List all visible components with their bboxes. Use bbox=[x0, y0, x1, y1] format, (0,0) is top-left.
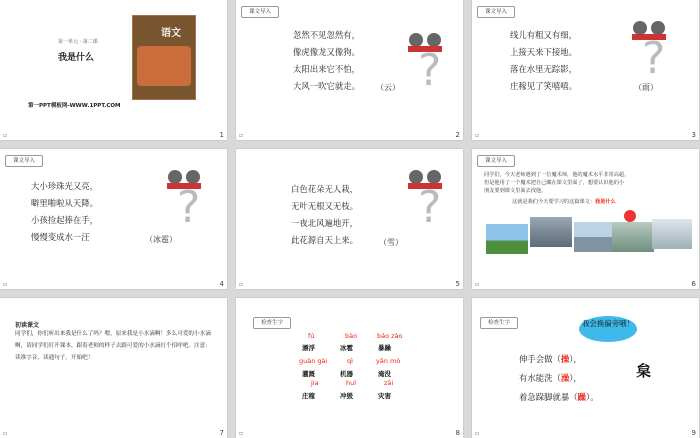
vocab-word: 暴躁 bbox=[378, 344, 391, 352]
section-tag: 课文导入 bbox=[477, 6, 515, 18]
slide-icon: ▫ bbox=[3, 281, 8, 288]
intro-paragraph bbox=[484, 171, 694, 195]
pinyin: qì bbox=[347, 357, 353, 365]
vocab-word: 庄稼 bbox=[302, 392, 315, 400]
slide-3[interactable] bbox=[472, 0, 699, 140]
poem-line: 线儿有粗又有细， bbox=[510, 30, 577, 40]
section-tag: 课文导入 bbox=[477, 155, 515, 167]
slide-5[interactable] bbox=[236, 149, 463, 289]
slide-icon: ▫ bbox=[475, 132, 480, 139]
photo-clouds bbox=[486, 224, 528, 254]
sentence-3 bbox=[519, 388, 599, 407]
pinyin: bào bbox=[345, 332, 358, 340]
reading-instructions: 同学们，你们听出来我是什么了吗？嗯，原来我是小水滴啊！多么可爱的小水滴啊，请同学们打开课本，跟着老师的样子去跟可爱的小水滴打个招呼吧。注意：读准字音，读通句子。开始吧！ bbox=[15, 331, 211, 361]
poem-line: 落在水里无踪影， bbox=[510, 64, 577, 74]
pinyin: báo zào bbox=[377, 332, 403, 340]
sentence-text: ）， bbox=[569, 354, 582, 364]
cover-illustration bbox=[137, 46, 191, 86]
slide-8[interactable] bbox=[236, 298, 463, 438]
slide-icon: ▫ bbox=[239, 132, 244, 139]
slide-icon: ▫ bbox=[239, 430, 244, 437]
poem-line: 此花源自天上来。 bbox=[291, 235, 358, 245]
vocab-word: 淹没 bbox=[378, 370, 391, 378]
riddle-poem bbox=[291, 181, 358, 249]
footer-website: 第一PPT模板网-WWW.1PPT.COM bbox=[28, 103, 121, 109]
question-mark-cartoon-icon bbox=[620, 18, 680, 80]
riddle-answer: （雪） bbox=[379, 238, 403, 247]
pinyin: fú bbox=[308, 332, 315, 340]
page-number: 5 bbox=[455, 280, 460, 288]
poem-line: 太阳出来它不怕， bbox=[293, 64, 360, 74]
slide-icon: ▫ bbox=[3, 132, 8, 139]
poem-line: 庄稼见了笑嘻嘻。 bbox=[510, 81, 577, 91]
photo-rain bbox=[530, 217, 572, 247]
slide-icon: ▫ bbox=[475, 281, 480, 288]
riddle-answer: （冰雹） bbox=[145, 235, 177, 244]
slide-6[interactable] bbox=[472, 149, 699, 289]
radical-base-char: 枲 bbox=[636, 362, 652, 380]
question-mark-cartoon-icon bbox=[155, 167, 215, 229]
page-number: 2 bbox=[455, 131, 460, 139]
vocab-word: 机器 bbox=[340, 370, 353, 378]
page-number: 8 bbox=[455, 429, 460, 437]
photo-bridge bbox=[574, 222, 616, 252]
slide-icon: ▫ bbox=[239, 281, 244, 288]
section-tag: 课文导入 bbox=[5, 155, 43, 167]
poem-line: 小孩捡起捧在手， bbox=[31, 215, 98, 225]
textbook-cover bbox=[132, 15, 196, 100]
poem-line: 无叶无根又无枝。 bbox=[291, 201, 358, 211]
sentence-1 bbox=[519, 350, 599, 369]
section-tag: 课文导入 bbox=[241, 6, 279, 18]
question-mark-cartoon-icon bbox=[396, 30, 456, 92]
section-tag: 检查生字 bbox=[253, 317, 291, 329]
page-number: 7 bbox=[219, 429, 224, 437]
svg-text:?: ? bbox=[418, 45, 442, 92]
poem-line: 上接天来下接地。 bbox=[510, 47, 577, 57]
page-number: 1 bbox=[219, 131, 224, 139]
paragraph-line: 朋友要到课文里面去找他。 bbox=[484, 188, 547, 194]
poem-line: 大风一吹它就走。 bbox=[293, 81, 360, 91]
vocab-word: 灌溉 bbox=[302, 370, 315, 378]
sentence-text: 着急跺脚就暴（ bbox=[519, 392, 578, 402]
section-title: 初读课文 bbox=[15, 322, 40, 329]
slide-4[interactable] bbox=[0, 149, 227, 289]
sentence-text: 伸手会做（ bbox=[519, 354, 561, 364]
flower-decoration-icon bbox=[624, 210, 636, 222]
answer-char: 躁 bbox=[577, 392, 586, 402]
riddle-poem bbox=[510, 27, 577, 95]
poem-line: 一夜北风遍地开， bbox=[291, 218, 358, 228]
answer-char: 澡 bbox=[560, 373, 570, 383]
pinyin: yān mò bbox=[376, 357, 401, 365]
vocab-word: 冰雹 bbox=[340, 344, 353, 352]
sentence-text: ）， bbox=[569, 373, 582, 383]
question-mark-cartoon-icon bbox=[396, 167, 456, 229]
poem-line: 噼里啪啦从天降。 bbox=[31, 198, 98, 208]
page-number: 9 bbox=[691, 429, 696, 437]
pinyin: guàn gài bbox=[299, 357, 328, 365]
prompt-line bbox=[512, 198, 616, 206]
slide-7[interactable] bbox=[0, 298, 227, 438]
poem-line: 大小珍珠光又亮， bbox=[31, 181, 98, 191]
riddle-poem bbox=[293, 27, 360, 95]
riddle-answer: （云） bbox=[376, 83, 400, 92]
answer-char: 操 bbox=[560, 354, 570, 364]
slide-9[interactable] bbox=[472, 298, 699, 438]
slide-icon: ▫ bbox=[3, 430, 8, 437]
speech-bubble: 我会换偏旁哦！ bbox=[579, 316, 637, 342]
poem-line: 白色花朵无人栽， bbox=[291, 184, 358, 194]
paragraph-line: 同学们，今天老师遇到了一位魔术师，他的魔术水平非常高超， bbox=[484, 172, 630, 178]
prompt-text: 这就是我们今天要学习的这篇课文： bbox=[512, 199, 596, 205]
slide-title: 我是什么 bbox=[58, 53, 95, 63]
section-tag: 检查生字 bbox=[480, 317, 518, 329]
riddle-poem bbox=[31, 178, 98, 246]
pinyin: huǐ bbox=[346, 379, 357, 387]
radical-sentences bbox=[519, 350, 599, 407]
poem-line: 忽然不见忽然有， bbox=[293, 30, 360, 40]
sentence-2 bbox=[519, 369, 599, 388]
poem-line: 慢慢变成水一汪 bbox=[31, 232, 90, 242]
sentence-text: 有水能洗（ bbox=[519, 373, 561, 383]
vocab-word: 冲毁 bbox=[340, 392, 353, 400]
paragraph-line: 但是他用了一个魔术把自己藏在课文里面了，想要认识他的小 bbox=[484, 180, 625, 186]
page-number: 4 bbox=[219, 280, 224, 288]
photo-river bbox=[612, 222, 654, 252]
pinyin: zāi bbox=[384, 379, 394, 387]
prompt-answer: 我是什么 bbox=[595, 199, 616, 205]
riddle-answer: （雨） bbox=[634, 83, 658, 92]
slide-2[interactable] bbox=[236, 0, 463, 140]
poem-line: 像虎像龙又像狗。 bbox=[293, 47, 360, 57]
vocab-word: 灾害 bbox=[378, 392, 391, 400]
svg-text:?: ? bbox=[642, 33, 666, 80]
page-number: 3 bbox=[691, 131, 696, 139]
book-label: 语文 bbox=[161, 28, 181, 39]
slide-icon: ▫ bbox=[475, 430, 480, 437]
svg-text:?: ? bbox=[177, 182, 201, 229]
page-number: 6 bbox=[691, 280, 696, 288]
unit-label: 第一单元 · 第二课 bbox=[58, 39, 98, 45]
pinyin: jia bbox=[311, 379, 319, 387]
vocab-word: 漂浮 bbox=[302, 344, 315, 352]
svg-text:?: ? bbox=[418, 182, 442, 229]
photo-snow bbox=[652, 219, 692, 249]
sentence-text: ）。 bbox=[586, 392, 599, 402]
slide-1[interactable] bbox=[0, 0, 227, 140]
